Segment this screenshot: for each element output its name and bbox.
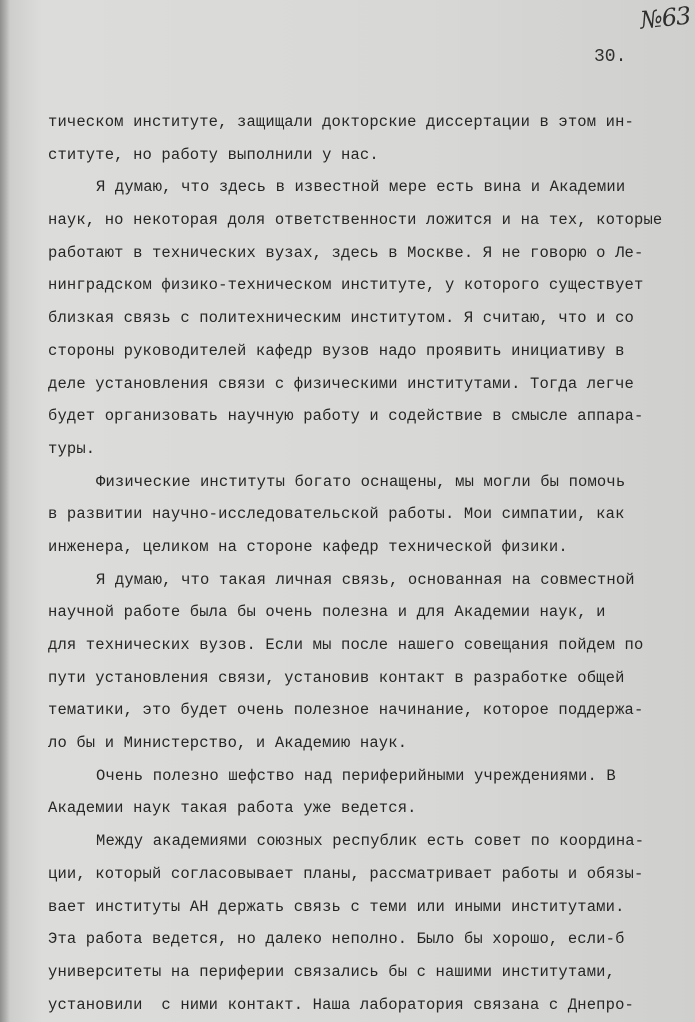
text-line: тическом институте, защищали докторские диссертации в этом ин- <box>48 113 634 131</box>
text-line: близкая связь с политехническим институтом. Я считаю, что и со <box>48 309 634 328</box>
text-line: Между академиями союзных республик есть совет по координа- <box>96 832 645 851</box>
text-line: наук, но некоторая доля ответственности ложится и на тех, которые <box>48 211 663 230</box>
text-line: деле установления связи с физическими институтами. Тогда легче <box>48 374 634 393</box>
text-line: тематики, это будет очень полезное начинание, которое поддержа- <box>48 701 644 720</box>
text-line: нинградском физико-техническом институте, у которого существует <box>48 276 644 295</box>
text-line: ло бы и Министерство, и Академию наук. <box>48 734 408 753</box>
text-line: установили с ними контакт. Наша лаборатория связана с Днепро- <box>48 995 634 1014</box>
body-text <box>48 106 688 1021</box>
text-line: в развитии научно-исследовательской работы. Мои симпатии, как <box>48 505 625 524</box>
text-line: ции, который согласовывает планы, рассматривает работы и обязы- <box>48 864 644 883</box>
page-edge-shadow <box>0 0 10 1022</box>
archive-handwritten-mark: №63 <box>638 1 692 35</box>
text-line: вает институты АН держать связь с теми или иными институтами. <box>48 897 625 916</box>
text-line: ституте, но работу выполнили у нас. <box>48 145 379 164</box>
text-line: инженера, целиком на стороне кафедр технической физики. <box>48 537 568 556</box>
text-line: пути установления связи, установив контакт в разработке общей <box>48 668 625 687</box>
text-line: Академии наук такая работа уже ведется. <box>48 799 417 818</box>
text-line: будет организовать научную работу и содействие в смысле аппара- <box>48 407 644 426</box>
text-line: Физические институты богато оснащены, мы могли бы помочь <box>96 472 626 491</box>
text-line: Я думаю, что такая личная связь, основанная на совместной <box>96 570 635 589</box>
text-line: Эта работа ведется, но далеко неполно. Было бы хорошо, если-б <box>48 930 625 949</box>
text-line: для технических вузов. Если мы после нашего совещания пойдем по <box>48 636 644 654</box>
text-line: стороны руководителей кафедр вузов надо проявить инициативу в <box>48 341 625 360</box>
text-line: туры. <box>48 439 96 458</box>
text-line: Очень полезно шефство над периферийными учреждениями. В <box>96 766 616 785</box>
page-number: 30. <box>594 47 627 67</box>
text-line: научной работе была бы очень полезна и для Академии наук, и <box>48 603 606 622</box>
text-line: работают в технических вузах, здесь в Москве. Я не говорю о Ле- <box>48 243 644 262</box>
text-line: Я думаю, что здесь в известной мере есть вина и Академии <box>96 178 626 197</box>
text-line: университеты на периферии связались бы с нашими институтами, <box>48 962 616 981</box>
